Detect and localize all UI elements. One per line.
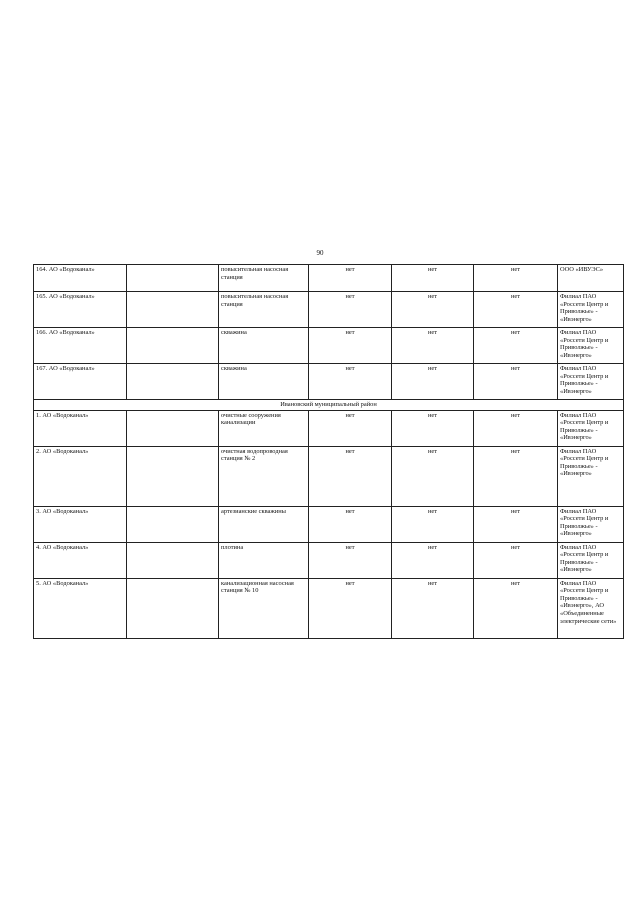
cell-value: нет [474,410,558,446]
cell-organization: Филиал ПАО «Россети Центр и Приволжье» - «Ивэнерго» [558,410,624,446]
cell-value: нет [392,265,474,292]
cell-value: нет [474,328,558,364]
cell-value: нет [309,506,392,542]
cell-organization: Филиал ПАО «Россети Центр и Приволжье» - «Ивэнерго» [558,328,624,364]
cell-value: нет [392,506,474,542]
cell-organization: Филиал ПАО «Россети Центр и Приволжье» - «Ивэнерго» [558,542,624,578]
cell-empty [127,265,219,292]
cell-name: 166. АО «Водоканал» [34,328,127,364]
cell-name: 1. АО «Водоканал» [34,410,127,446]
cell-value: нет [309,578,392,638]
cell-value: нет [309,328,392,364]
cell-value: нет [309,410,392,446]
cell-value: нет [309,446,392,506]
cell-name: 2. АО «Водоканал» [34,446,127,506]
table-row [34,364,624,400]
table-row [34,506,624,542]
page-number: 90 [316,249,324,257]
cell-value: нет [392,328,474,364]
cell-organization: Филиал ПАО «Россети Центр и Приволжье» - «Ивэнерго» [558,292,624,328]
cell-empty [127,446,219,506]
table-row [34,328,624,364]
cell-empty [127,542,219,578]
cell-value: нет [474,265,558,292]
cell-value: нет [309,542,392,578]
cell-name: 5. АО «Водоканал» [34,578,127,638]
cell-value: нет [474,578,558,638]
objects-table [33,264,624,639]
cell-value: нет [309,265,392,292]
table-row [34,292,624,328]
cell-value: нет [474,506,558,542]
cell-value: нет [309,292,392,328]
cell-object: скважина [219,364,309,400]
cell-name: 3. АО «Водоканал» [34,506,127,542]
cell-empty [127,506,219,542]
cell-object: канализационная насосная станция № 10 [219,578,309,638]
cell-object: повысительная насосная станция [219,292,309,328]
cell-value: нет [474,446,558,506]
cell-value: нет [474,542,558,578]
cell-object: очистные сооружения канализации [219,410,309,446]
cell-organization: Филиал ПАО «Россети Центр и Приволжье» - «Ивэнерго» [558,506,624,542]
cell-organization: Филиал ПАО «Россети Центр и Приволжье» - «Ивэнерго» [558,446,624,506]
cell-empty [127,364,219,400]
cell-empty [127,578,219,638]
table-row [34,542,624,578]
cell-organization: Филиал ПАО «Россети Центр и Приволжье» - «Ивэнерго», АО «Объединенные электрические сети» [558,578,624,638]
cell-object: плотина [219,542,309,578]
cell-value: нет [474,364,558,400]
cell-object: повысительная насосная станция [219,265,309,292]
cell-value: нет [392,446,474,506]
cell-organization: ООО «ИВУЭС» [558,265,624,292]
cell-value: нет [309,364,392,400]
cell-name: 165. АО «Водоканал» [34,292,127,328]
cell-empty [127,410,219,446]
table-row [34,578,624,638]
cell-empty [127,292,219,328]
cell-organization: Филиал ПАО «Россети Центр и Приволжье» - «Ивэнерго» [558,364,624,400]
table-row [34,410,624,446]
cell-name: 167. АО «Водоканал» [34,364,127,400]
cell-object: артезианские скважины [219,506,309,542]
cell-name: 164. АО «Водоканал» [34,265,127,292]
cell-value: нет [392,410,474,446]
cell-value: нет [392,292,474,328]
cell-object: очистная водопроводная станция № 2 [219,446,309,506]
table-row [34,446,624,506]
cell-value: нет [392,542,474,578]
cell-name: 4. АО «Водоканал» [34,542,127,578]
cell-value: нет [474,292,558,328]
table-row [34,265,624,292]
section-title: Ивановский муниципальный район [34,400,624,411]
cell-value: нет [392,578,474,638]
section-header-row [34,400,624,411]
cell-empty [127,328,219,364]
cell-object: скважина [219,328,309,364]
cell-value: нет [392,364,474,400]
